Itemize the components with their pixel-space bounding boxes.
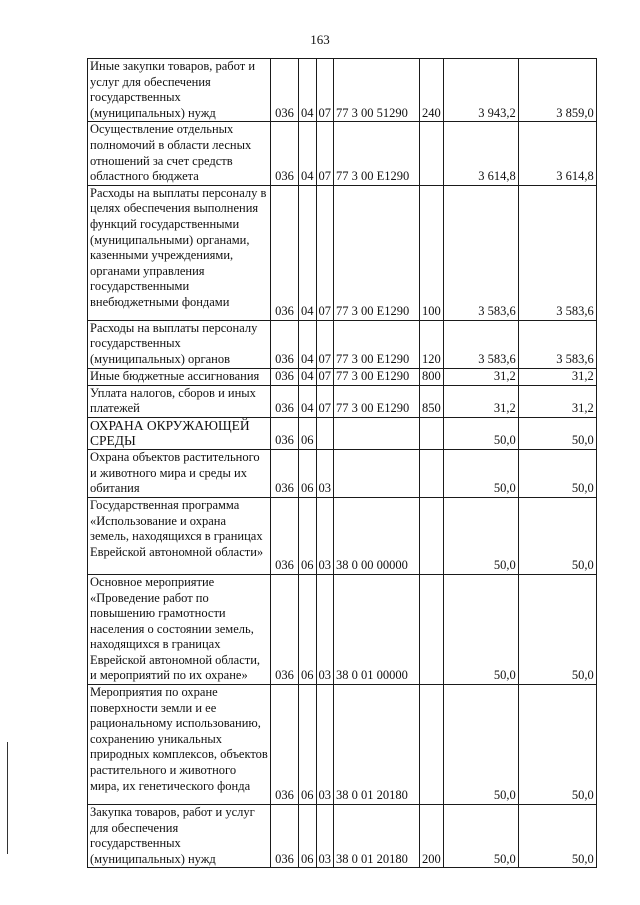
cell-grbs: 036 bbox=[271, 685, 299, 805]
cell-grbs: 036 bbox=[271, 449, 299, 497]
cell-expense-type bbox=[420, 497, 444, 574]
cell-target-code: 38 0 01 20180 bbox=[334, 685, 420, 805]
cell-target-code: 38 0 00 00000 bbox=[334, 497, 420, 574]
cell-amount-2: 3 583,6 bbox=[518, 320, 596, 368]
cell-amount-2: 50,0 bbox=[518, 805, 596, 868]
cell-target-code: 77 3 00 Е1290 bbox=[334, 368, 420, 385]
cell-amount-1: 31,2 bbox=[443, 385, 518, 417]
row-name: Охрана объектов растительного и животного мира и среды их обитания bbox=[88, 449, 271, 497]
cell-grbs: 036 bbox=[271, 320, 299, 368]
cell-section: 06 bbox=[299, 417, 317, 449]
budget-table bbox=[87, 58, 597, 868]
cell-target-code: 77 3 00 Е1290 bbox=[334, 185, 420, 320]
cell-amount-1: 31,2 bbox=[443, 368, 518, 385]
cell-section: 04 bbox=[299, 122, 317, 185]
table-row bbox=[88, 417, 597, 449]
cell-grbs: 036 bbox=[271, 368, 299, 385]
cell-expense-type: 100 bbox=[420, 185, 444, 320]
cell-amount-2: 31,2 bbox=[518, 368, 596, 385]
table-row bbox=[88, 320, 597, 368]
cell-amount-2: 3 583,6 bbox=[518, 185, 596, 320]
cell-amount-1: 50,0 bbox=[443, 574, 518, 684]
cell-subsection: 07 bbox=[316, 122, 334, 185]
cell-section: 06 bbox=[299, 574, 317, 684]
cell-amount-2: 50,0 bbox=[518, 417, 596, 449]
cell-subsection: 03 bbox=[316, 805, 334, 868]
scan-margin-line bbox=[7, 742, 8, 854]
cell-subsection: 07 bbox=[316, 368, 334, 385]
table-row bbox=[88, 385, 597, 417]
cell-section: 04 bbox=[299, 368, 317, 385]
table-row bbox=[88, 805, 597, 868]
cell-section: 04 bbox=[299, 320, 317, 368]
cell-amount-1: 50,0 bbox=[443, 417, 518, 449]
cell-grbs: 036 bbox=[271, 185, 299, 320]
cell-target-code: 38 0 01 00000 bbox=[334, 574, 420, 684]
cell-subsection: 03 bbox=[316, 449, 334, 497]
row-name: Основное мероприятие «Проведение работ по повышению грамотности населения о состоянии земель, находящихся в границах Еврейской автономной области, и мероприятий по их охране» bbox=[88, 574, 271, 684]
cell-subsection: 03 bbox=[316, 574, 334, 684]
cell-subsection: 07 bbox=[316, 59, 334, 122]
cell-expense-type bbox=[420, 449, 444, 497]
cell-subsection bbox=[316, 417, 334, 449]
table-row bbox=[88, 497, 597, 574]
cell-expense-type bbox=[420, 685, 444, 805]
cell-amount-1: 3 583,6 bbox=[443, 185, 518, 320]
cell-subsection: 03 bbox=[316, 497, 334, 574]
cell-target-code: 77 3 00 Е1290 bbox=[334, 320, 420, 368]
cell-grbs: 036 bbox=[271, 385, 299, 417]
cell-expense-type bbox=[420, 122, 444, 185]
cell-section: 06 bbox=[299, 805, 317, 868]
cell-section: 06 bbox=[299, 449, 317, 497]
cell-target-code: 77 3 00 51290 bbox=[334, 59, 420, 122]
row-name: ОХРАНА ОКРУЖАЮЩЕЙ СРЕДЫ bbox=[88, 417, 271, 449]
row-name: Закупка товаров, работ и услуг для обеспечения государственных (муниципальных) нужд bbox=[88, 805, 271, 868]
row-name: Расходы на выплаты персоналу государственных (муниципальных) органов bbox=[88, 320, 271, 368]
cell-amount-1: 3 583,6 bbox=[443, 320, 518, 368]
cell-section: 06 bbox=[299, 497, 317, 574]
page-number: 163 bbox=[310, 32, 330, 47]
cell-amount-2: 3 614,8 bbox=[518, 122, 596, 185]
cell-amount-1: 50,0 bbox=[443, 497, 518, 574]
cell-subsection: 07 bbox=[316, 385, 334, 417]
cell-grbs: 036 bbox=[271, 805, 299, 868]
row-name: Иные закупки товаров, работ и услуг для обеспечения государственных (муниципальных) нужд bbox=[88, 59, 271, 122]
cell-target-code: 77 3 00 Е1290 bbox=[334, 122, 420, 185]
cell-amount-1: 50,0 bbox=[443, 449, 518, 497]
table-row bbox=[88, 59, 597, 122]
cell-subsection: 07 bbox=[316, 320, 334, 368]
cell-grbs: 036 bbox=[271, 59, 299, 122]
cell-section: 04 bbox=[299, 185, 317, 320]
table-row bbox=[88, 685, 597, 805]
cell-amount-2: 31,2 bbox=[518, 385, 596, 417]
cell-section: 04 bbox=[299, 59, 317, 122]
table-row bbox=[88, 449, 597, 497]
cell-amount-2: 50,0 bbox=[518, 574, 596, 684]
row-name: Мероприятия по охране поверхности земли и ее рациональному использованию, сохранению уникальных природных комплексов, объектов растительного и животного мира, их генетического фонда bbox=[88, 685, 271, 805]
cell-section: 06 bbox=[299, 685, 317, 805]
cell-amount-2: 50,0 bbox=[518, 497, 596, 574]
table-row bbox=[88, 185, 597, 320]
cell-expense-type: 850 bbox=[420, 385, 444, 417]
cell-subsection: 07 bbox=[316, 185, 334, 320]
cell-expense-type bbox=[420, 574, 444, 684]
cell-target-code bbox=[334, 449, 420, 497]
row-name: Осуществление отдельных полномочий в области лесных отношений за счет средств областного бюджета bbox=[88, 122, 271, 185]
cell-grbs: 036 bbox=[271, 497, 299, 574]
row-name: Расходы на выплаты персоналу в целях обеспечения выполнения функций государственными (муниципальными) органами, казенными учреждениями, органами управления государственными внебюджетными фондами bbox=[88, 185, 271, 320]
row-name: Государственная программа «Использование и охрана земель, находящихся в границах Еврейской автономной области» bbox=[88, 497, 271, 574]
cell-target-code bbox=[334, 417, 420, 449]
cell-grbs: 036 bbox=[271, 574, 299, 684]
cell-section: 04 bbox=[299, 385, 317, 417]
cell-expense-type: 120 bbox=[420, 320, 444, 368]
cell-amount-2: 50,0 bbox=[518, 685, 596, 805]
cell-expense-type bbox=[420, 417, 444, 449]
cell-expense-type: 800 bbox=[420, 368, 444, 385]
cell-amount-2: 50,0 bbox=[518, 449, 596, 497]
row-name: Уплата налогов, сборов и иных платежей bbox=[88, 385, 271, 417]
cell-expense-type: 240 bbox=[420, 59, 444, 122]
cell-grbs: 036 bbox=[271, 122, 299, 185]
cell-amount-1: 3 943,2 bbox=[443, 59, 518, 122]
cell-grbs: 036 bbox=[271, 417, 299, 449]
table-row bbox=[88, 122, 597, 185]
row-name: Иные бюджетные ассигнования bbox=[88, 368, 271, 385]
cell-expense-type: 200 bbox=[420, 805, 444, 868]
cell-amount-1: 50,0 bbox=[443, 685, 518, 805]
cell-target-code: 77 3 00 Е1290 bbox=[334, 385, 420, 417]
table-row bbox=[88, 574, 597, 684]
cell-amount-1: 3 614,8 bbox=[443, 122, 518, 185]
cell-target-code: 38 0 01 20180 bbox=[334, 805, 420, 868]
cell-amount-1: 50,0 bbox=[443, 805, 518, 868]
budget-table-body bbox=[88, 59, 597, 868]
cell-subsection: 03 bbox=[316, 685, 334, 805]
table-row bbox=[88, 368, 597, 385]
cell-amount-2: 3 859,0 bbox=[518, 59, 596, 122]
